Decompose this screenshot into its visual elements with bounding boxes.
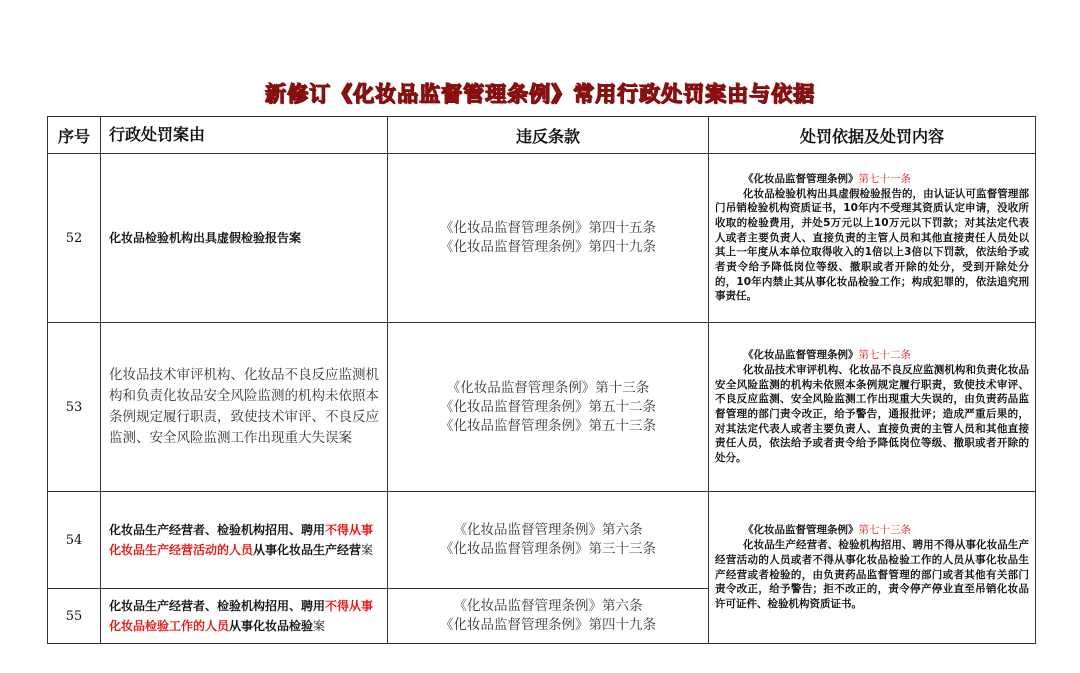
header-no: 序号	[48, 117, 101, 154]
basis-text: 化妆品技术审评机构、化妆品不良反应监测机构和负责化妆品安全风险监测的机构未依照本条例规定履行职责，致使技术审评、不良反应监测、安全风险监测工作出现重大失误的，由负责药品监督管理的部门责令改正，给予警告，通报批评；造成严重后果的，对其法定代表人或者主要负责人、直接负责的主管人员和其他直接责任人员，依法给予或者责令给予降低岗位等级、撤职或者开除的处分。	[715, 363, 1029, 465]
basis-reference	[715, 523, 1029, 538]
case-name: 化妆品检验机构出具虚假检验报告案	[101, 154, 388, 323]
basis-text: 化妆品检验机构出具虚假检验报告的，由认证认可监督管理部门吊销检验机构资质证书，10年内不受理其资质认定申请，没收所收取的检验费用，并处5万元以上10万元以下罚款；对其法定代表人或者主要负责人、直接负责的主管人员和其他直接责任人员处以其上一年度从本单位取得收入的1倍以上3倍以下罚款，依法给予或者责令给予降低岗位等级、撤职或者开除的处分，受到开除处分的，10年内禁止其从事化妆品检验工作；构成犯罪的，依法追究刑事责任。	[715, 187, 1029, 303]
penalty-basis	[709, 492, 1036, 644]
row-number: 54	[48, 492, 101, 589]
table-row	[48, 323, 1036, 492]
basis-article-number: 第七十三条	[858, 524, 911, 537]
header-case: 行政处罚案由	[101, 117, 388, 154]
basis-article-number: 第七十二条	[858, 349, 911, 362]
article-item: 《化妆品监督管理条例》第四十五条	[440, 220, 656, 236]
case-text: 从事化妆品检验	[229, 619, 314, 633]
basis-text: 化妆品生产经营者、检验机构招用、聘用不得从事化妆品生产经营活动的人员或者不得从事化妆品检验工作的人员从事化妆品生产经营或者检验的，由负责药品监督管理的部门或者其他有关部门责令改正，给予警告；拒不改正的，责令停产停业直至吊销化妆品许可证件、检验机构资质证书。	[715, 539, 1029, 610]
basis-reference	[715, 172, 1029, 187]
case-suffix: 案	[361, 543, 374, 557]
basis-article-number: 第七十一条	[858, 172, 911, 185]
violated-articles	[388, 154, 709, 323]
article-item: 《化妆品监督管理条例》第五十三条	[440, 417, 656, 434]
case-suffix: 案	[313, 619, 326, 633]
violated-articles	[388, 492, 709, 589]
case-name	[101, 589, 388, 644]
penalty-basis	[709, 323, 1036, 492]
article-item: 《化妆品监督管理条例》第四十九条	[440, 617, 656, 633]
case-name: 化妆品技术审评机构、化妆品不良反应监测机构和负责化妆品安全风险监测的机构未依照本条例规定履行职责，致使技术审评、不良反应监测、安全风险监测工作出现重大失误案	[101, 323, 388, 492]
table-row	[48, 154, 1036, 323]
violated-articles	[388, 323, 709, 492]
header-basis: 处罚依据及处罚内容	[709, 117, 1036, 154]
basis-regulation: 《化妆品监督管理条例》	[743, 349, 859, 362]
table-row	[48, 492, 1036, 589]
article-item: 《化妆品监督管理条例》第六条	[453, 522, 643, 538]
violated-articles	[388, 589, 709, 644]
article-item: 《化妆品监督管理条例》第六条	[453, 598, 643, 614]
article-item: 《化妆品监督管理条例》第五十二条	[440, 398, 656, 415]
basis-reference	[715, 348, 1029, 363]
penalty-table	[47, 116, 1036, 644]
article-item: 《化妆品监督管理条例》第十三条	[446, 379, 650, 396]
case-name	[101, 492, 388, 589]
article-item: 《化妆品监督管理条例》第三十三条	[440, 541, 656, 557]
article-item: 《化妆品监督管理条例》第四十九条	[440, 239, 656, 255]
case-text: 化妆品生产经营者、检验机构招用、聘用	[109, 523, 326, 537]
case-text: 化妆品生产经营者、检验机构招用、聘用	[109, 599, 326, 613]
row-number: 53	[48, 323, 101, 492]
row-number: 55	[48, 589, 101, 644]
table-header-row	[48, 117, 1036, 154]
basis-regulation: 《化妆品监督管理条例》	[743, 172, 859, 185]
document-title: 新修订《化妆品监督管理条例》常用行政处罚案由与依据	[265, 82, 815, 106]
row-number: 52	[48, 154, 101, 323]
case-text: 从事化妆品生产经营	[253, 543, 362, 557]
case-highlight: 不得从事化妆品检验工作的人员	[109, 599, 374, 633]
penalty-basis	[709, 154, 1036, 323]
header-articles: 违反条款	[388, 117, 709, 154]
basis-regulation: 《化妆品监督管理条例》	[743, 524, 859, 537]
case-highlight: 不得从事化妆品生产经营活动的人员	[109, 523, 374, 557]
